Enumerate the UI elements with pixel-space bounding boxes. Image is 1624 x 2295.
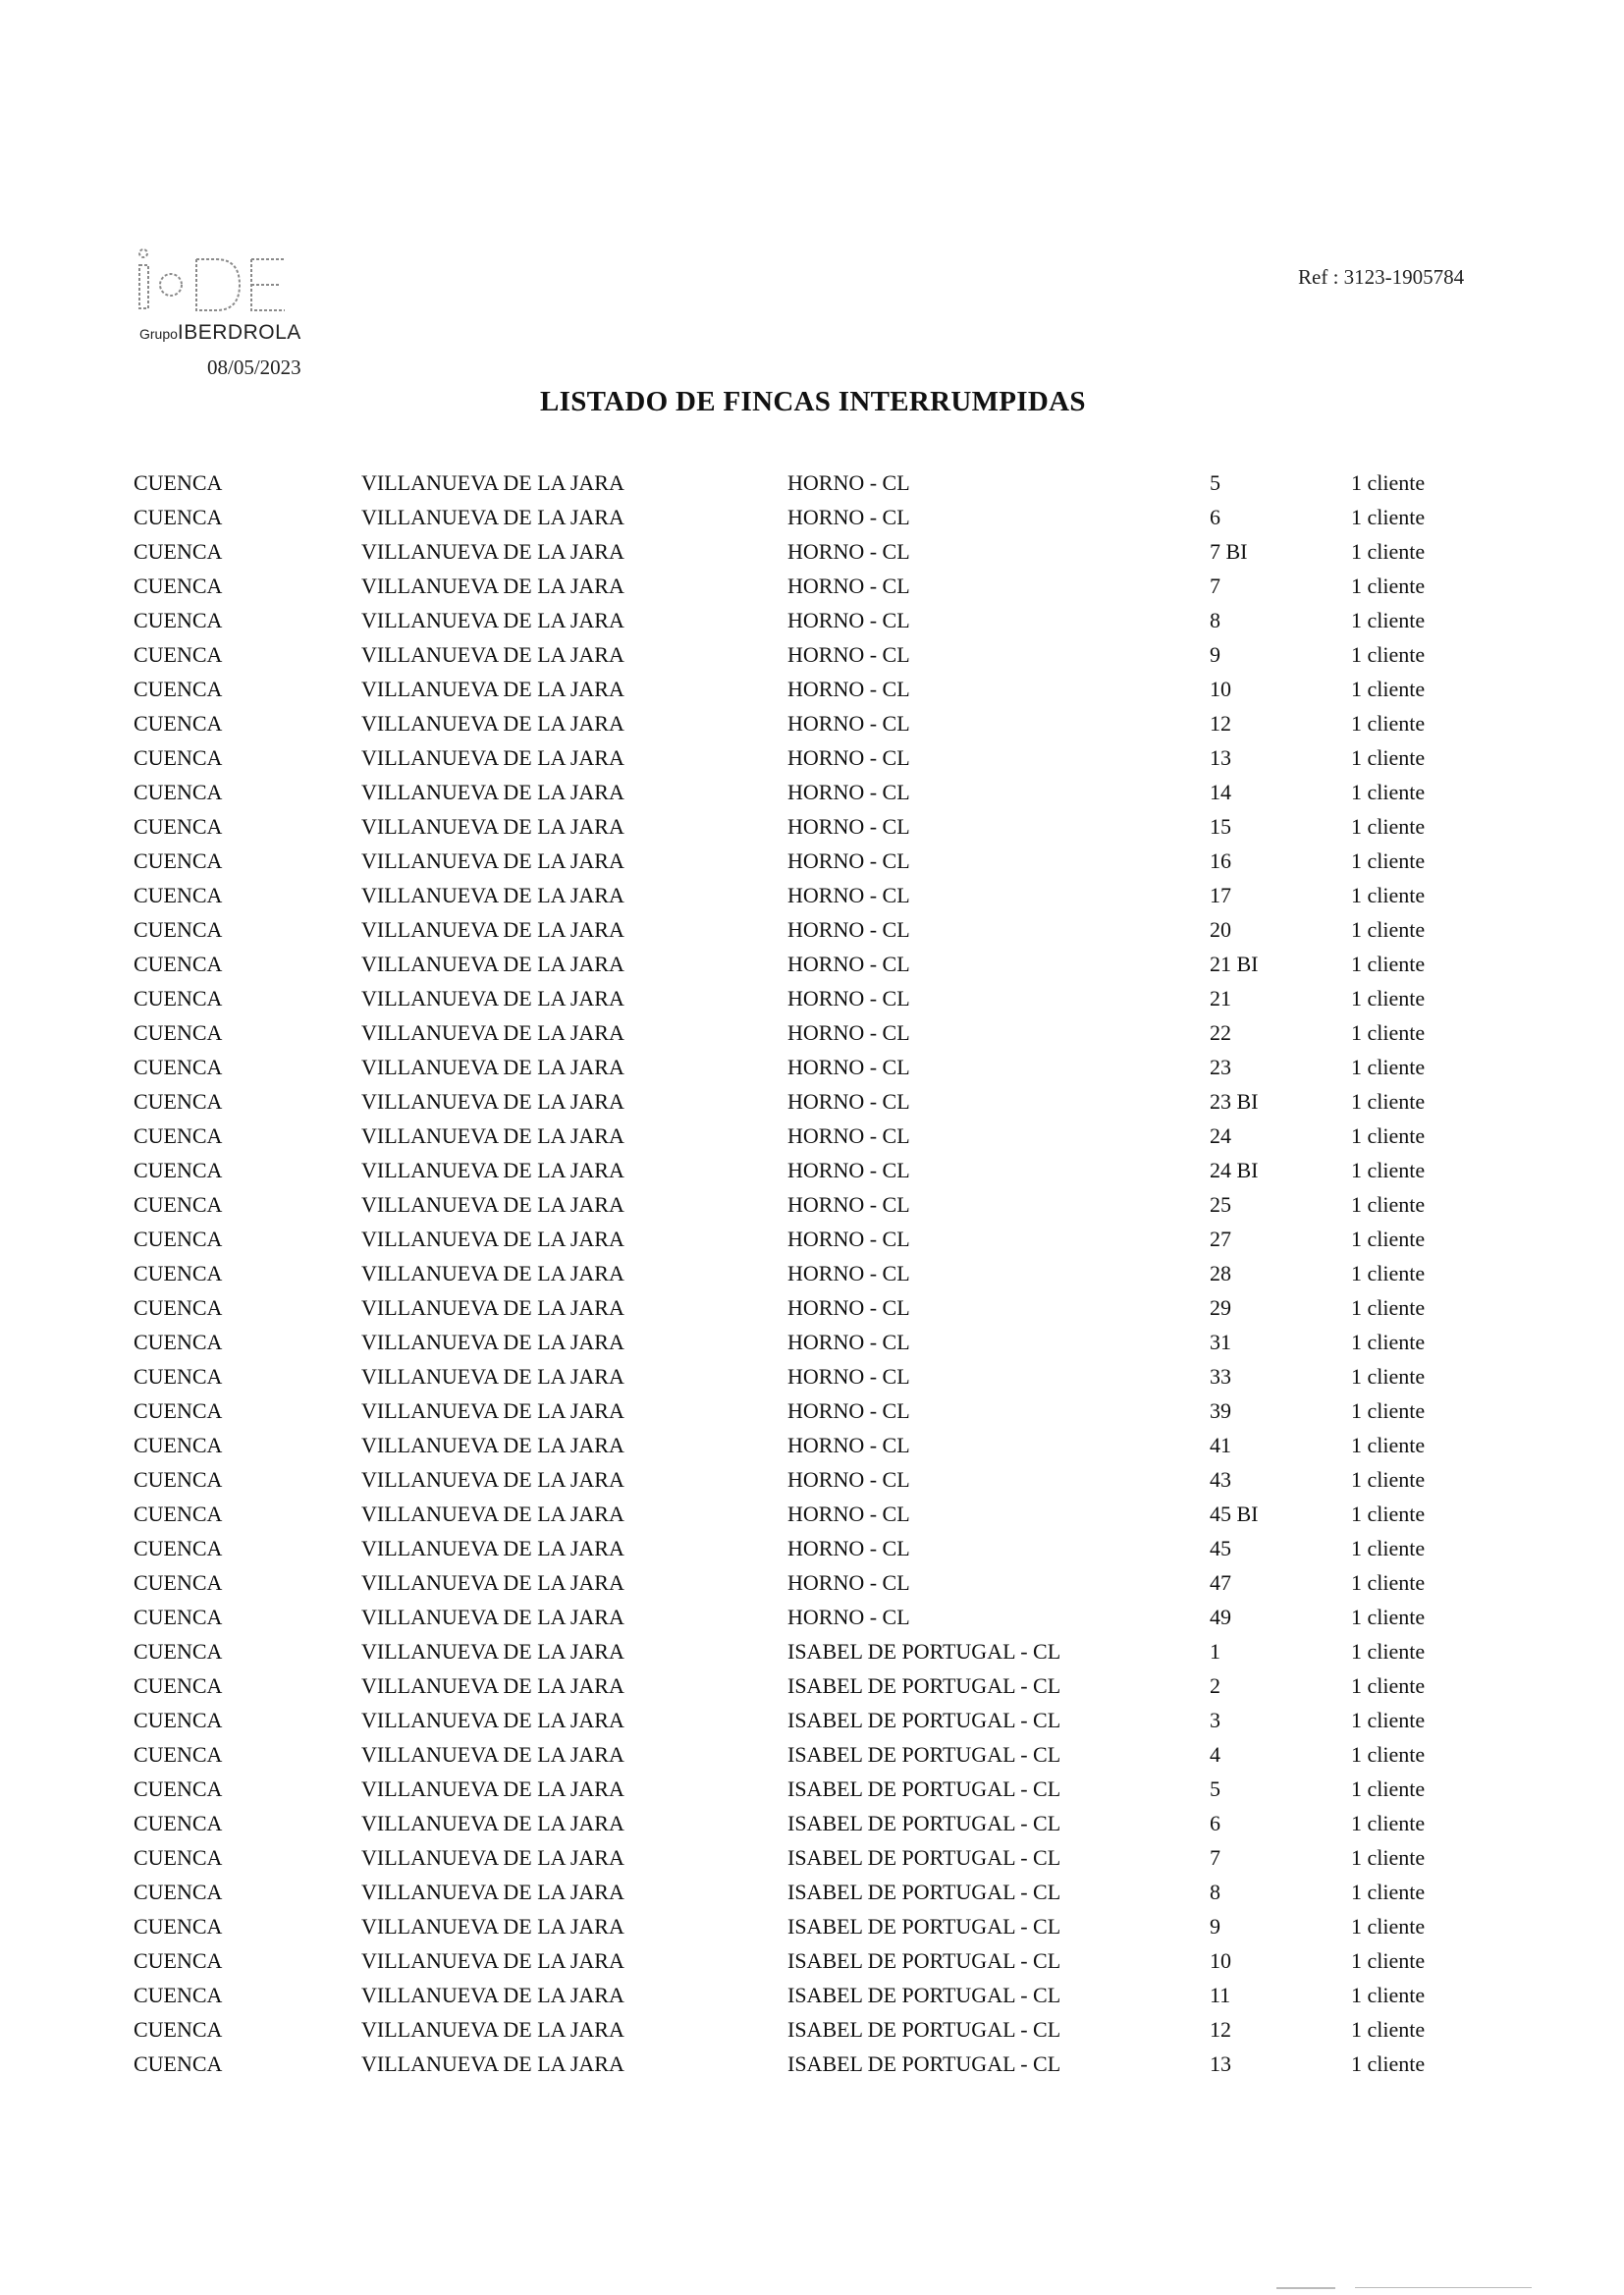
table-row — [0, 1119, 1624, 1153]
row-province: CUENCA — [134, 1020, 223, 1045]
row-province: CUENCA — [134, 642, 223, 667]
row-number: 45 BI — [1210, 1502, 1259, 1526]
row-clients: 1 cliente — [1351, 608, 1426, 632]
row-town: VILLANUEVA DE LA JARA — [361, 1570, 624, 1595]
row-number: 9 — [1210, 642, 1220, 667]
row-province: CUENCA — [134, 539, 223, 564]
row-town: VILLANUEVA DE LA JARA — [361, 1433, 624, 1457]
table-row — [0, 1462, 1624, 1497]
row-street: HORNO - CL — [787, 1536, 910, 1560]
row-number: 23 — [1210, 1055, 1231, 1079]
row-town: VILLANUEVA DE LA JARA — [361, 1776, 624, 1801]
row-clients: 1 cliente — [1351, 1880, 1426, 1904]
row-clients: 1 cliente — [1351, 1330, 1426, 1354]
row-town: VILLANUEVA DE LA JARA — [361, 1914, 624, 1939]
reference-number: Ref : 3123-1905784 — [1298, 265, 1465, 289]
table-row — [0, 1497, 1624, 1531]
table-row — [0, 981, 1624, 1015]
row-town: VILLANUEVA DE LA JARA — [361, 1639, 624, 1664]
row-town: VILLANUEVA DE LA JARA — [361, 1295, 624, 1320]
row-town: VILLANUEVA DE LA JARA — [361, 1020, 624, 1045]
row-number: 20 — [1210, 917, 1231, 942]
row-province: CUENCA — [134, 1983, 223, 2007]
row-street: HORNO - CL — [787, 1089, 910, 1114]
row-clients: 1 cliente — [1351, 505, 1426, 529]
row-street: HORNO - CL — [787, 1227, 910, 1251]
row-clients: 1 cliente — [1351, 1742, 1426, 1767]
row-street: HORNO - CL — [787, 711, 910, 736]
row-street: HORNO - CL — [787, 470, 910, 495]
row-clients: 1 cliente — [1351, 1433, 1426, 1457]
row-clients: 1 cliente — [1351, 1364, 1426, 1389]
row-number: 13 — [1210, 2051, 1231, 2076]
row-number: 4 — [1210, 1742, 1220, 1767]
row-province: CUENCA — [134, 1880, 223, 1904]
table-row — [0, 844, 1624, 878]
row-town: VILLANUEVA DE LA JARA — [361, 1880, 624, 1904]
row-province: CUENCA — [134, 677, 223, 701]
table-row — [0, 1153, 1624, 1187]
row-street: HORNO - CL — [787, 780, 910, 804]
table-row — [0, 1703, 1624, 1737]
row-clients: 1 cliente — [1351, 780, 1426, 804]
logo-group-label — [139, 321, 301, 345]
row-province: CUENCA — [134, 1502, 223, 1526]
row-street: ISABEL DE PORTUGAL - CL — [787, 1914, 1061, 1939]
row-clients: 1 cliente — [1351, 1227, 1426, 1251]
row-province: CUENCA — [134, 574, 223, 598]
row-street: ISABEL DE PORTUGAL - CL — [787, 1880, 1061, 1904]
row-town: VILLANUEVA DE LA JARA — [361, 677, 624, 701]
table-row — [0, 569, 1624, 603]
row-clients: 1 cliente — [1351, 1570, 1426, 1595]
row-town: VILLANUEVA DE LA JARA — [361, 986, 624, 1011]
row-street: HORNO - CL — [787, 1192, 910, 1217]
row-number: 43 — [1210, 1467, 1231, 1492]
row-clients: 1 cliente — [1351, 1192, 1426, 1217]
row-province: CUENCA — [134, 505, 223, 529]
ide-logo-icon — [135, 246, 332, 324]
row-clients: 1 cliente — [1351, 1295, 1426, 1320]
row-number: 3 — [1210, 1708, 1220, 1732]
row-province: CUENCA — [134, 608, 223, 632]
row-street: HORNO - CL — [787, 505, 910, 529]
row-clients: 1 cliente — [1351, 1605, 1426, 1629]
row-number: 16 — [1210, 848, 1231, 873]
row-street: HORNO - CL — [787, 539, 910, 564]
row-street: HORNO - CL — [787, 1295, 910, 1320]
row-town: VILLANUEVA DE LA JARA — [361, 608, 624, 632]
row-town: VILLANUEVA DE LA JARA — [361, 1261, 624, 1285]
row-number: 23 BI — [1210, 1089, 1259, 1114]
row-clients: 1 cliente — [1351, 1089, 1426, 1114]
row-number: 5 — [1210, 1776, 1220, 1801]
table-row — [0, 465, 1624, 500]
row-street: HORNO - CL — [787, 1467, 910, 1492]
row-clients: 1 cliente — [1351, 1123, 1426, 1148]
row-number: 15 — [1210, 814, 1231, 839]
row-clients: 1 cliente — [1351, 1708, 1426, 1732]
row-street: HORNO - CL — [787, 745, 910, 770]
row-province: CUENCA — [134, 917, 223, 942]
row-street: ISABEL DE PORTUGAL - CL — [787, 1811, 1061, 1835]
table-row — [0, 1290, 1624, 1325]
row-town: VILLANUEVA DE LA JARA — [361, 1845, 624, 1870]
row-street: ISABEL DE PORTUGAL - CL — [787, 1776, 1061, 1801]
row-clients: 1 cliente — [1351, 1020, 1426, 1045]
row-clients: 1 cliente — [1351, 2051, 1426, 2076]
table-row — [0, 1668, 1624, 1703]
table-row — [0, 1565, 1624, 1600]
row-number: 6 — [1210, 1811, 1220, 1835]
document-title: LISTADO DE FINCAS INTERRUMPIDAS — [540, 386, 1086, 417]
row-province: CUENCA — [134, 986, 223, 1011]
row-street: ISABEL DE PORTUGAL - CL — [787, 1948, 1061, 1973]
row-town: VILLANUEVA DE LA JARA — [361, 1708, 624, 1732]
row-number: 21 BI — [1210, 952, 1259, 976]
row-town: VILLANUEVA DE LA JARA — [361, 574, 624, 598]
row-town: VILLANUEVA DE LA JARA — [361, 917, 624, 942]
row-number: 47 — [1210, 1570, 1231, 1595]
table-row — [0, 1084, 1624, 1119]
row-number: 13 — [1210, 745, 1231, 770]
row-number: 8 — [1210, 608, 1220, 632]
table-row — [0, 706, 1624, 740]
row-town: VILLANUEVA DE LA JARA — [361, 848, 624, 873]
row-street: HORNO - CL — [787, 1364, 910, 1389]
row-town: VILLANUEVA DE LA JARA — [361, 1227, 624, 1251]
table-row — [0, 947, 1624, 981]
table-row — [0, 1875, 1624, 1909]
row-clients: 1 cliente — [1351, 1158, 1426, 1182]
row-number: 22 — [1210, 1020, 1231, 1045]
row-number: 45 — [1210, 1536, 1231, 1560]
row-province: CUENCA — [134, 1089, 223, 1114]
row-town: VILLANUEVA DE LA JARA — [361, 470, 624, 495]
row-town: VILLANUEVA DE LA JARA — [361, 745, 624, 770]
row-clients: 1 cliente — [1351, 1536, 1426, 1560]
row-street: ISABEL DE PORTUGAL - CL — [787, 2051, 1061, 2076]
row-town: VILLANUEVA DE LA JARA — [361, 780, 624, 804]
row-street: HORNO - CL — [787, 1158, 910, 1182]
row-street: ISABEL DE PORTUGAL - CL — [787, 1708, 1061, 1732]
table-row — [0, 1737, 1624, 1772]
row-clients: 1 cliente — [1351, 1811, 1426, 1835]
row-number: 33 — [1210, 1364, 1231, 1389]
row-number: 12 — [1210, 711, 1231, 736]
table-row — [0, 500, 1624, 534]
row-street: HORNO - CL — [787, 814, 910, 839]
row-province: CUENCA — [134, 1433, 223, 1457]
row-clients: 1 cliente — [1351, 1914, 1426, 1939]
row-number: 5 — [1210, 470, 1220, 495]
table-row — [0, 1840, 1624, 1875]
row-town: VILLANUEVA DE LA JARA — [361, 1811, 624, 1835]
row-street: HORNO - CL — [787, 848, 910, 873]
row-clients: 1 cliente — [1351, 1467, 1426, 1492]
table-row — [0, 1600, 1624, 1634]
row-town: VILLANUEVA DE LA JARA — [361, 1089, 624, 1114]
row-number: 28 — [1210, 1261, 1231, 1285]
row-town: VILLANUEVA DE LA JARA — [361, 711, 624, 736]
row-province: CUENCA — [134, 814, 223, 839]
row-number: 10 — [1210, 1948, 1231, 1973]
row-town: VILLANUEVA DE LA JARA — [361, 1158, 624, 1182]
row-street: ISABEL DE PORTUGAL - CL — [787, 2017, 1061, 2042]
table-row — [0, 1393, 1624, 1428]
table-row — [0, 740, 1624, 775]
row-number: 49 — [1210, 1605, 1231, 1629]
row-clients: 1 cliente — [1351, 642, 1426, 667]
row-province: CUENCA — [134, 2051, 223, 2076]
row-town: VILLANUEVA DE LA JARA — [361, 1948, 624, 1973]
row-town: VILLANUEVA DE LA JARA — [361, 1673, 624, 1698]
row-clients: 1 cliente — [1351, 711, 1426, 736]
row-clients: 1 cliente — [1351, 1398, 1426, 1423]
row-clients: 1 cliente — [1351, 677, 1426, 701]
table-row — [0, 1806, 1624, 1840]
row-province: CUENCA — [134, 1295, 223, 1320]
row-province: CUENCA — [134, 1914, 223, 1939]
row-number: 7 — [1210, 1845, 1220, 1870]
table-row — [0, 672, 1624, 706]
row-clients: 1 cliente — [1351, 1845, 1426, 1870]
row-province: CUENCA — [134, 1364, 223, 1389]
row-province: CUENCA — [134, 1055, 223, 1079]
row-province: CUENCA — [134, 2017, 223, 2042]
row-clients: 1 cliente — [1351, 574, 1426, 598]
table-row — [0, 878, 1624, 912]
row-town: VILLANUEVA DE LA JARA — [361, 1467, 624, 1492]
row-number: 17 — [1210, 883, 1231, 907]
row-street: HORNO - CL — [787, 883, 910, 907]
row-clients: 1 cliente — [1351, 1055, 1426, 1079]
row-street: ISABEL DE PORTUGAL - CL — [787, 1639, 1061, 1664]
row-street: ISABEL DE PORTUGAL - CL — [787, 1845, 1061, 1870]
row-town: VILLANUEVA DE LA JARA — [361, 1605, 624, 1629]
row-town: VILLANUEVA DE LA JARA — [361, 1983, 624, 2007]
table-row — [0, 2012, 1624, 2047]
row-street: HORNO - CL — [787, 986, 910, 1011]
row-town: VILLANUEVA DE LA JARA — [361, 1330, 624, 1354]
row-province: CUENCA — [134, 1330, 223, 1354]
row-clients: 1 cliente — [1351, 1502, 1426, 1526]
row-clients: 1 cliente — [1351, 952, 1426, 976]
row-province: CUENCA — [134, 1158, 223, 1182]
table-row — [0, 775, 1624, 809]
row-town: VILLANUEVA DE LA JARA — [361, 814, 624, 839]
row-province: CUENCA — [134, 1673, 223, 1698]
row-town: VILLANUEVA DE LA JARA — [361, 2017, 624, 2042]
row-number: 39 — [1210, 1398, 1231, 1423]
row-clients: 1 cliente — [1351, 848, 1426, 873]
row-street: HORNO - CL — [787, 608, 910, 632]
table-row — [0, 1909, 1624, 1943]
row-province: CUENCA — [134, 1811, 223, 1835]
table-row — [0, 1325, 1624, 1359]
row-province: CUENCA — [134, 1742, 223, 1767]
row-clients: 1 cliente — [1351, 1776, 1426, 1801]
row-street: ISABEL DE PORTUGAL - CL — [787, 1742, 1061, 1767]
row-province: CUENCA — [134, 1639, 223, 1664]
scan-artifact — [1355, 2287, 1532, 2288]
row-province: CUENCA — [134, 1123, 223, 1148]
row-number: 27 — [1210, 1227, 1231, 1251]
table-row — [0, 1943, 1624, 1978]
row-province: CUENCA — [134, 1467, 223, 1492]
row-town: VILLANUEVA DE LA JARA — [361, 1055, 624, 1079]
row-street: ISABEL DE PORTUGAL - CL — [787, 1673, 1061, 1698]
row-clients: 1 cliente — [1351, 814, 1426, 839]
row-number: 7 BI — [1210, 539, 1248, 564]
row-town: VILLANUEVA DE LA JARA — [361, 539, 624, 564]
table-row — [0, 534, 1624, 569]
row-clients: 1 cliente — [1351, 986, 1426, 1011]
row-clients: 1 cliente — [1351, 1261, 1426, 1285]
row-street: HORNO - CL — [787, 677, 910, 701]
row-clients: 1 cliente — [1351, 2017, 1426, 2042]
row-town: VILLANUEVA DE LA JARA — [361, 505, 624, 529]
row-province: CUENCA — [134, 711, 223, 736]
row-street: HORNO - CL — [787, 952, 910, 976]
table-row — [0, 1634, 1624, 1668]
row-clients: 1 cliente — [1351, 1948, 1426, 1973]
row-number: 10 — [1210, 677, 1231, 701]
row-clients: 1 cliente — [1351, 539, 1426, 564]
row-town: VILLANUEVA DE LA JARA — [361, 1123, 624, 1148]
row-street: HORNO - CL — [787, 1605, 910, 1629]
table-row — [0, 1531, 1624, 1565]
row-street: HORNO - CL — [787, 1055, 910, 1079]
row-street: HORNO - CL — [787, 642, 910, 667]
row-street: ISABEL DE PORTUGAL - CL — [787, 1983, 1061, 2007]
row-clients: 1 cliente — [1351, 917, 1426, 942]
row-town: VILLANUEVA DE LA JARA — [361, 1398, 624, 1423]
row-province: CUENCA — [134, 1227, 223, 1251]
row-town: VILLANUEVA DE LA JARA — [361, 2051, 624, 2076]
row-province: CUENCA — [134, 952, 223, 976]
row-street: HORNO - CL — [787, 574, 910, 598]
row-town: VILLANUEVA DE LA JARA — [361, 883, 624, 907]
row-town: VILLANUEVA DE LA JARA — [361, 1536, 624, 1560]
row-number: 6 — [1210, 505, 1220, 529]
row-number: 31 — [1210, 1330, 1231, 1354]
table-row — [0, 1050, 1624, 1084]
row-number: 7 — [1210, 574, 1220, 598]
row-town: VILLANUEVA DE LA JARA — [361, 1364, 624, 1389]
logo-group-prefix: Grupo — [139, 326, 178, 342]
row-province: CUENCA — [134, 1776, 223, 1801]
row-street: HORNO - CL — [787, 917, 910, 942]
row-number: 9 — [1210, 1914, 1220, 1939]
row-town: VILLANUEVA DE LA JARA — [361, 1192, 624, 1217]
row-number: 21 — [1210, 986, 1231, 1011]
row-town: VILLANUEVA DE LA JARA — [361, 952, 624, 976]
row-number: 41 — [1210, 1433, 1231, 1457]
row-street: HORNO - CL — [787, 1433, 910, 1457]
row-province: CUENCA — [134, 1192, 223, 1217]
row-province: CUENCA — [134, 1948, 223, 1973]
row-clients: 1 cliente — [1351, 745, 1426, 770]
table-row — [0, 1359, 1624, 1393]
row-province: CUENCA — [134, 1708, 223, 1732]
row-number: 14 — [1210, 780, 1231, 804]
row-province: CUENCA — [134, 1845, 223, 1870]
table-row — [0, 1015, 1624, 1050]
row-street: HORNO - CL — [787, 1261, 910, 1285]
row-town: VILLANUEVA DE LA JARA — [361, 1502, 624, 1526]
table-row — [0, 1428, 1624, 1462]
row-clients: 1 cliente — [1351, 1639, 1426, 1664]
logo-group-name: IBERDROLA — [177, 321, 301, 344]
fincas-table — [0, 465, 1624, 2081]
row-street: HORNO - CL — [787, 1020, 910, 1045]
row-number: 2 — [1210, 1673, 1220, 1698]
row-number: 8 — [1210, 1880, 1220, 1904]
table-row — [0, 603, 1624, 637]
row-street: HORNO - CL — [787, 1502, 910, 1526]
row-province: CUENCA — [134, 470, 223, 495]
row-number: 12 — [1210, 2017, 1231, 2042]
row-street: HORNO - CL — [787, 1398, 910, 1423]
table-row — [0, 1187, 1624, 1222]
row-number: 24 BI — [1210, 1158, 1259, 1182]
row-province: CUENCA — [134, 780, 223, 804]
row-street: HORNO - CL — [787, 1330, 910, 1354]
table-row — [0, 1772, 1624, 1806]
row-number: 29 — [1210, 1295, 1231, 1320]
row-clients: 1 cliente — [1351, 470, 1426, 495]
row-clients: 1 cliente — [1351, 1673, 1426, 1698]
row-province: CUENCA — [134, 883, 223, 907]
row-street: HORNO - CL — [787, 1570, 910, 1595]
table-row — [0, 1222, 1624, 1256]
document-date: 08/05/2023 — [207, 355, 301, 379]
row-province: CUENCA — [134, 1570, 223, 1595]
row-province: CUENCA — [134, 1398, 223, 1423]
table-row — [0, 912, 1624, 947]
scan-artifact — [1276, 2287, 1335, 2289]
row-province: CUENCA — [134, 1605, 223, 1629]
row-town: VILLANUEVA DE LA JARA — [361, 1742, 624, 1767]
row-town: VILLANUEVA DE LA JARA — [361, 642, 624, 667]
table-row — [0, 1978, 1624, 2012]
row-province: CUENCA — [134, 745, 223, 770]
row-province: CUENCA — [134, 848, 223, 873]
row-number: 11 — [1210, 1983, 1231, 2007]
row-street: HORNO - CL — [787, 1123, 910, 1148]
table-row — [0, 2047, 1624, 2081]
row-clients: 1 cliente — [1351, 883, 1426, 907]
row-clients: 1 cliente — [1351, 1983, 1426, 2007]
table-row — [0, 1256, 1624, 1290]
table-row — [0, 637, 1624, 672]
row-number: 25 — [1210, 1192, 1231, 1217]
row-number: 1 — [1210, 1639, 1220, 1664]
table-row — [0, 809, 1624, 844]
row-number: 24 — [1210, 1123, 1231, 1148]
row-province: CUENCA — [134, 1261, 223, 1285]
row-province: CUENCA — [134, 1536, 223, 1560]
